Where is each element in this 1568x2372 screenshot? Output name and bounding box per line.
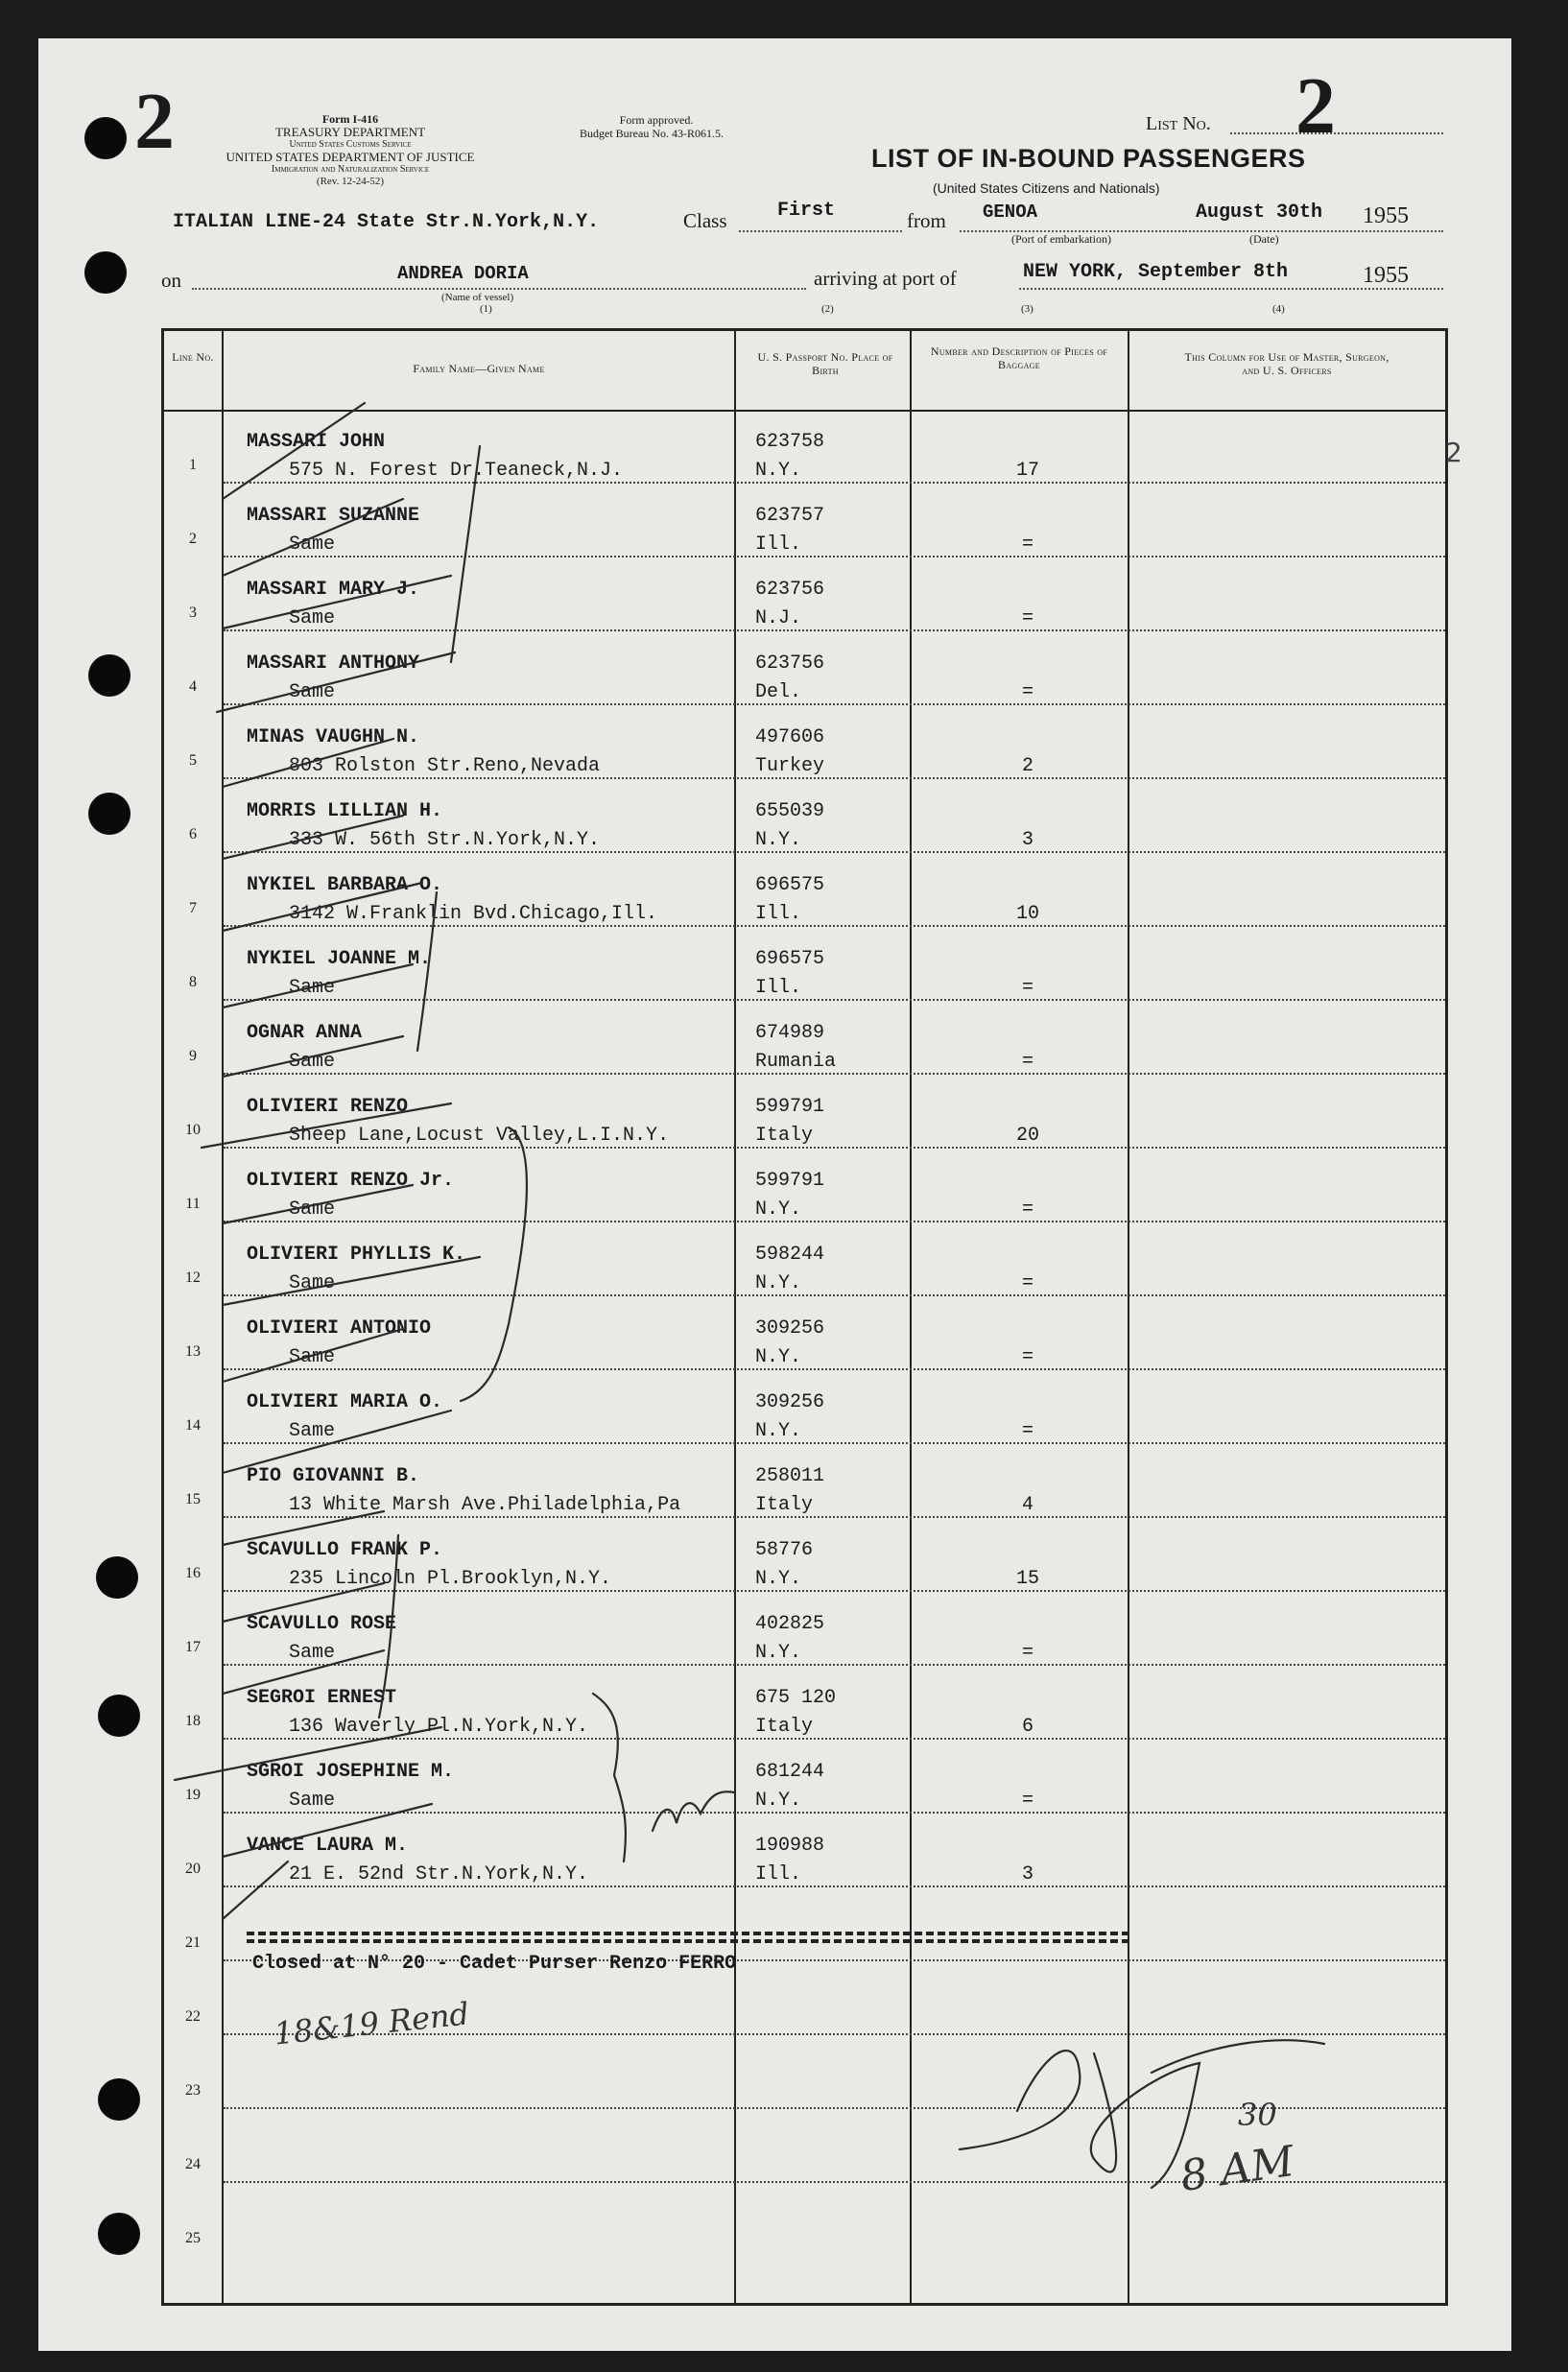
baggage-count: =: [1021, 681, 1033, 703]
header-baggage: Number and Description of Pieces of Baggage: [930, 344, 1108, 371]
passenger-name: SEGROI ERNEST: [247, 1687, 397, 1709]
passport-number: 655039: [755, 800, 825, 822]
baggage-count: =: [1021, 534, 1033, 556]
baggage-count: 17: [1015, 460, 1039, 482]
from-label: from: [907, 209, 946, 232]
passport-number: 696575: [755, 948, 825, 970]
place-of-birth: N.Y.: [755, 1198, 802, 1221]
line-number: 6: [189, 826, 197, 842]
passport-number: 497606: [755, 726, 825, 748]
passport-number: 599791: [755, 1096, 825, 1118]
line-number: 25: [185, 2230, 201, 2246]
arrival-port: NEW YORK, September 8th: [1023, 261, 1289, 283]
place-of-birth: Italy: [755, 1125, 814, 1147]
passenger-name: MASSARI SUZANNE: [247, 505, 420, 527]
company-line: ITALIAN LINE-24 State Str.N.York,N.Y.: [173, 211, 600, 233]
line-number: 1: [189, 457, 197, 473]
place-of-birth: N.Y.: [755, 829, 802, 851]
form-revision: (Rev. 12-24-52): [316, 176, 385, 187]
header-officers: This Column for Use of Master, Surgeon, and U. S. Officers: [1184, 350, 1390, 377]
passenger-address: Same: [289, 1790, 336, 1812]
place-of-birth: Ill.: [755, 977, 802, 999]
line-number: 16: [185, 1565, 201, 1581]
baggage-count: =: [1021, 1790, 1033, 1812]
passenger-address: Sheep Lane,Locust Valley,L.I.N.Y.: [289, 1125, 670, 1147]
passport-number: 309256: [755, 1391, 825, 1413]
arrival-year: 1955: [1363, 263, 1409, 288]
passenger-name: MASSARI ANTHONY: [247, 652, 420, 675]
passport-number: 58776: [755, 1539, 814, 1561]
baggage-count: 3: [1021, 829, 1033, 851]
place-of-birth: N.Y.: [755, 460, 802, 482]
closed-note: Closed at N° 20 - Cadet Purser Renzo FERRO: [252, 1953, 737, 1975]
baggage-count: 4: [1021, 1494, 1033, 1516]
passenger-address: Same: [289, 1272, 336, 1294]
page-title: LIST OF IN-BOUND PASSENGERS: [871, 144, 1306, 173]
line-number: 17: [185, 1639, 201, 1655]
passenger-address: 136 Waverly Pl.N.York,N.Y.: [289, 1716, 589, 1738]
passenger-address: Same: [289, 1420, 336, 1442]
line-number: 11: [185, 1196, 201, 1212]
passport-number: 190988: [755, 1835, 825, 1857]
handwritten-am: 8 AM: [1177, 2136, 1297, 2202]
passenger-address: 333 W. 56th Str.N.York,N.Y.: [289, 829, 601, 851]
passenger-name: OLIVIERI PHYLLIS K.: [247, 1244, 466, 1266]
baggage-count: =: [1021, 1272, 1033, 1294]
passport-number: 623758: [755, 431, 825, 453]
baggage-count: =: [1021, 607, 1033, 629]
place-of-birth: N.J.: [755, 607, 802, 629]
passport-number: 675 120: [755, 1687, 837, 1709]
passport-number: 258011: [755, 1465, 825, 1487]
place-of-birth: N.Y.: [755, 1420, 802, 1442]
passenger-address: 575 N. Forest Dr.Teaneck,N.J.: [289, 460, 624, 482]
baggage-count: =: [1021, 1051, 1033, 1073]
passport-number: 599791: [755, 1170, 825, 1192]
line-number: 3: [189, 605, 197, 621]
passport-number: 309256: [755, 1317, 825, 1340]
embark-year: 1955: [1363, 203, 1409, 228]
line-number: 5: [189, 752, 197, 769]
baggage-count: 10: [1015, 903, 1039, 925]
passenger-address: Same: [289, 681, 336, 703]
baggage-count: =: [1021, 977, 1033, 999]
passenger-name: MORRIS LILLIAN H.: [247, 800, 443, 822]
header-passport: U. S. Passport No. Place of Birth: [757, 350, 893, 377]
port-embarkation-note: (Port of embarkation): [1011, 232, 1111, 246]
place-of-birth: N.Y.: [755, 1642, 802, 1664]
place-of-birth: Ill.: [755, 534, 802, 556]
line-number: 23: [185, 2082, 201, 2099]
line-number: 7: [189, 900, 197, 916]
passenger-name: OLIVIERI ANTONIO: [247, 1317, 432, 1340]
passenger-name: SGROI JOSEPHINE M.: [247, 1761, 455, 1783]
passenger-name: MASSARI JOHN: [247, 431, 386, 453]
line-number: 22: [185, 2008, 201, 2025]
passport-number: 696575: [755, 874, 825, 896]
col-num-4: (4): [1272, 303, 1285, 315]
passenger-address: 13 White Marsh Ave.Philadelphia,Pa: [289, 1494, 681, 1516]
on-label: on: [161, 269, 181, 292]
line-number: 14: [185, 1417, 201, 1434]
line-number: 15: [185, 1491, 201, 1507]
passenger-address: 803 Rolston Str.Reno,Nevada: [289, 755, 601, 777]
passenger-name: MINAS VAUGHN N.: [247, 726, 420, 748]
passenger-address: 3142 W.Franklin Bvd.Chicago,Ill.: [289, 903, 658, 925]
passenger-name: VANCE LAURA M.: [247, 1835, 409, 1857]
page-number-right: 2: [1295, 61, 1336, 151]
place-of-birth: N.Y.: [755, 1790, 802, 1812]
line-number: 2: [189, 531, 197, 547]
handwritten-note: 18&19 Rend: [272, 1995, 471, 2052]
passenger-address: 235 Lincoln Pl.Brooklyn,N.Y.: [289, 1568, 612, 1590]
line-number: 13: [185, 1343, 201, 1360]
passenger-name: NYKIEL BARBARA O.: [247, 874, 443, 896]
form-number: Form I-416: [321, 112, 379, 126]
passenger-name: OLIVIERI RENZO: [247, 1096, 409, 1118]
passport-number: 674989: [755, 1022, 825, 1044]
list-no-label: List No.: [1146, 113, 1211, 134]
baggage-count: 3: [1021, 1863, 1033, 1886]
place-of-birth: Del.: [755, 681, 802, 703]
place-of-birth: Italy: [755, 1716, 814, 1738]
header-line-no: Line No.: [172, 350, 214, 364]
class-value: First: [777, 200, 836, 222]
line-number: 24: [185, 2156, 201, 2172]
approved-text: Form approved.: [619, 113, 694, 127]
line-number: 21: [185, 1934, 201, 1951]
passport-number: 598244: [755, 1244, 825, 1266]
dept-treasury: TREASURY DEPARTMENT: [274, 125, 426, 139]
officer-mark: 2: [1445, 437, 1462, 468]
page-subtitle: (United States Citizens and Nationals): [933, 180, 1160, 196]
col-num-3: (3): [1021, 303, 1033, 315]
passport-number: 402825: [755, 1613, 825, 1635]
dept-treasury-sub: United States Customs Service: [289, 139, 412, 150]
baggage-count: 2: [1021, 755, 1033, 777]
line-number: 18: [185, 1713, 201, 1729]
passenger-address: Same: [289, 607, 336, 629]
passenger-name: SCAVULLO FRANK P.: [247, 1539, 443, 1561]
passenger-address: Same: [289, 1198, 336, 1221]
place-of-birth: N.Y.: [755, 1346, 802, 1368]
baggage-count: =: [1021, 1346, 1033, 1368]
baggage-count: 15: [1015, 1568, 1039, 1590]
place-of-birth: Italy: [755, 1494, 814, 1516]
place-of-birth: N.Y.: [755, 1568, 802, 1590]
passport-number: 623756: [755, 652, 825, 675]
embark-date: August 30th: [1196, 202, 1323, 224]
passenger-name: NYKIEL JOANNE M.: [247, 948, 432, 970]
handwritten-time: 30: [1238, 2097, 1277, 2133]
passenger-name: SCAVULLO ROSE: [247, 1613, 397, 1635]
vessel-note: (Name of vessel): [441, 292, 514, 303]
place-of-birth: Turkey: [755, 755, 825, 777]
place-of-birth: Ill.: [755, 903, 802, 925]
dept-justice-sub: Immigration and Naturalization Service: [271, 164, 430, 175]
passenger-name: PIO GIOVANNI B.: [247, 1465, 420, 1487]
baggage-count: 20: [1015, 1125, 1039, 1147]
passenger-address: Same: [289, 1346, 336, 1368]
line-number: 12: [185, 1269, 201, 1286]
passenger-name: OLIVIERI MARIA O.: [247, 1391, 443, 1413]
baggage-count: =: [1021, 1420, 1033, 1442]
budget-text: Budget Bureau No. 43-R061.5.: [580, 127, 724, 140]
baggage-count: =: [1021, 1198, 1033, 1221]
baggage-count: =: [1021, 1642, 1033, 1664]
col-num-1: (1): [480, 303, 492, 315]
place-of-birth: N.Y.: [755, 1272, 802, 1294]
header-name: Family Name—Given Name: [413, 362, 545, 375]
dept-justice: UNITED STATES DEPARTMENT OF JUSTICE: [226, 150, 475, 164]
line-number: 20: [185, 1861, 201, 1877]
passport-number: 681244: [755, 1761, 825, 1783]
arriving-label: arriving at port of: [814, 267, 957, 290]
port-embarkation: GENOA: [983, 202, 1038, 223]
line-number: 8: [189, 974, 197, 990]
line-number: 9: [189, 1048, 197, 1064]
class-label: Class: [683, 209, 727, 232]
place-of-birth: Rumania: [755, 1051, 837, 1073]
line-number: 10: [185, 1122, 201, 1138]
baggage-count: 6: [1021, 1716, 1033, 1738]
passenger-address: Same: [289, 1642, 336, 1664]
passport-number: 623757: [755, 505, 825, 527]
passenger-name: MASSARI MARY J.: [247, 579, 420, 601]
passenger-name: OGNAR ANNA: [247, 1022, 363, 1044]
date-note: (Date): [1249, 232, 1279, 246]
passenger-address: Same: [289, 977, 336, 999]
vessel-name: ANDREA DORIA: [397, 263, 529, 284]
col-num-2: (2): [821, 303, 834, 315]
page-number-left: 2: [134, 77, 175, 166]
place-of-birth: Ill.: [755, 1863, 802, 1886]
passenger-name: OLIVIERI RENZO Jr.: [247, 1170, 455, 1192]
passenger-address: Same: [289, 534, 336, 556]
passport-number: 623756: [755, 579, 825, 601]
passenger-address: 21 E. 52nd Str.N.York,N.Y.: [289, 1863, 589, 1886]
line-number: 4: [189, 678, 197, 695]
line-number: 19: [185, 1787, 201, 1803]
passenger-address: Same: [289, 1051, 336, 1073]
